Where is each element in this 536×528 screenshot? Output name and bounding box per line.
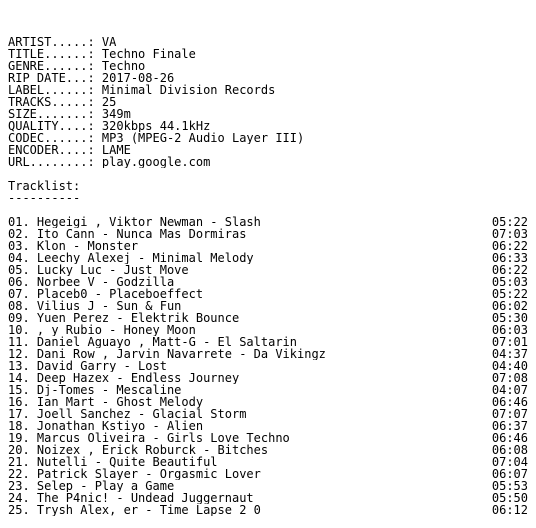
track-duration: 05:22 <box>491 287 528 301</box>
track-duration: 06:37 <box>491 419 528 433</box>
track-number: 03. <box>8 239 37 253</box>
metadata-key: URL........: <box>8 156 102 168</box>
track-title: Joell Sanchez - Glacial Storm <box>36 408 247 420</box>
track-row <box>8 312 528 324</box>
track-number: 05. <box>8 263 37 277</box>
track-number: 07. <box>8 287 37 301</box>
metadata-value: 2017-08-26 <box>101 72 175 84</box>
track-title: Marcus Oliveira - Girls Love Techno <box>36 432 290 444</box>
track-duration: 06:33 <box>491 251 528 265</box>
tracklist-rule: ---------- <box>8 192 81 204</box>
track-title: Leechy Alexej - Minimal Melody <box>36 252 254 264</box>
track-duration: 07:01 <box>491 335 528 349</box>
track-number: 22. <box>8 467 37 481</box>
track-duration: 06:03 <box>491 323 528 337</box>
track-title: Selep - Play a Game <box>36 480 175 492</box>
spacer <box>8 168 528 180</box>
nfo-text <box>8 36 528 516</box>
track-number: 19. <box>8 431 37 445</box>
track-title: Klon - Monster <box>36 240 139 252</box>
track-number: 01. <box>8 215 37 229</box>
track-number: 13. <box>8 359 37 373</box>
track-duration: 06:46 <box>491 431 528 445</box>
track-row <box>8 240 528 252</box>
metadata-row <box>8 156 528 168</box>
track-row <box>8 228 528 240</box>
track-duration: 05:53 <box>491 479 528 493</box>
track-title: Norbee V - Godzilla <box>36 276 175 288</box>
metadata-key: ENCODER....: <box>8 144 102 156</box>
track-title: , y Rubio - Honey Moon <box>36 324 196 336</box>
track-number: 17. <box>8 407 37 421</box>
track-number: 14. <box>8 371 37 385</box>
track-title: Dj-Tomes - Mescaline <box>36 384 182 396</box>
track-row <box>8 492 528 504</box>
track-duration: 06:22 <box>491 239 528 253</box>
track-row <box>8 348 528 360</box>
metadata-row <box>8 144 528 156</box>
track-title: The P4nic! - Undead Juggernaut <box>36 492 254 504</box>
metadata-row <box>8 96 528 108</box>
metadata-row <box>8 48 528 60</box>
track-row <box>8 276 528 288</box>
metadata-value: play.google.com <box>101 156 211 168</box>
metadata-key: QUALITY....: <box>8 120 102 132</box>
track-title: Placeb0 - Placeboeffect <box>36 288 204 300</box>
track-title: Patrick Slayer - Orgasmic Lover <box>36 468 261 480</box>
track-duration: 07:03 <box>491 227 528 241</box>
metadata-value: MP3 (MPEG-2 Audio Layer III) <box>101 132 305 144</box>
track-title: Yuen Perez - Elektrik Bounce <box>36 312 240 324</box>
metadata-value: Minimal Division Records <box>101 84 276 96</box>
metadata-row <box>8 72 528 84</box>
track-duration: 07:04 <box>491 455 528 469</box>
track-duration: 07:07 <box>491 407 528 421</box>
metadata-row <box>8 60 528 72</box>
metadata-key: SIZE.......: <box>8 108 102 120</box>
metadata-key: CODEC......: <box>8 132 102 144</box>
track-duration: 06:02 <box>491 299 528 313</box>
track-title: David Garry - Lost <box>36 360 167 372</box>
track-number: 16. <box>8 395 37 409</box>
track-number: 09. <box>8 311 37 325</box>
track-duration: 06:08 <box>491 443 528 457</box>
track-duration: 06:22 <box>491 263 528 277</box>
track-duration: 04:07 <box>491 383 528 397</box>
track-row <box>8 336 528 348</box>
track-number: 21. <box>8 455 37 469</box>
track-number: 18. <box>8 419 37 433</box>
tracklist <box>8 216 528 516</box>
track-duration: 05:50 <box>491 491 528 505</box>
track-duration: 04:37 <box>491 347 528 361</box>
track-duration: 06:12 <box>491 503 528 517</box>
metadata-key: TRACKS.....: <box>8 96 102 108</box>
metadata-value: 349m <box>101 108 131 120</box>
track-title: Hegeigi , Viktor Newman - Slash <box>36 216 261 228</box>
track-title: Jonathan Kstiyo - Alien <box>36 420 204 432</box>
track-number: 04. <box>8 251 37 265</box>
track-row <box>8 264 528 276</box>
track-title: Ito Cann - Nunca Mas Dormiras <box>36 228 247 240</box>
metadata-key: RIP DATE...: <box>8 72 102 84</box>
track-title: Daniel Aguayo , Matt-G - El Saltarin <box>36 336 297 348</box>
metadata-row <box>8 84 528 96</box>
track-duration: 05:22 <box>491 215 528 229</box>
track-row <box>8 324 528 336</box>
track-number: 20. <box>8 443 37 457</box>
spacer <box>8 204 528 216</box>
track-row <box>8 384 528 396</box>
track-title: Noizex , Erick Roburck - Bitches <box>36 444 269 456</box>
track-title: Vilius J - Sun & Fun <box>36 300 182 312</box>
metadata-value: Techno <box>101 60 146 72</box>
track-title: Ian Mart - Ghost Melody <box>36 396 204 408</box>
metadata-key: GENRE......: <box>8 60 102 72</box>
metadata-row <box>8 108 528 120</box>
track-row <box>8 444 528 456</box>
track-number: 24. <box>8 491 37 505</box>
metadata-key: TITLE......: <box>8 48 102 60</box>
track-row <box>8 408 528 420</box>
track-row <box>8 432 528 444</box>
track-number: 15. <box>8 383 37 397</box>
track-number: 12. <box>8 347 37 361</box>
track-row <box>8 300 528 312</box>
metadata-value: 320kbps 44.1kHz <box>101 120 211 132</box>
track-row <box>8 456 528 468</box>
metadata-value: Techno Finale <box>101 48 196 60</box>
track-title: Nutelli - Quite Beautiful <box>36 456 218 468</box>
track-number: 06. <box>8 275 37 289</box>
metadata-value: VA <box>101 36 117 48</box>
track-duration: 05:03 <box>491 275 528 289</box>
track-row <box>8 468 528 480</box>
track-row <box>8 420 528 432</box>
track-number: 11. <box>8 335 37 349</box>
tracklist-heading: Tracklist: <box>8 180 81 192</box>
metadata-row <box>8 36 528 48</box>
release-metadata <box>8 36 528 168</box>
track-number: 25. <box>8 503 37 517</box>
track-duration: 07:08 <box>491 371 528 385</box>
track-row <box>8 360 528 372</box>
track-row <box>8 372 528 384</box>
track-duration: 04:40 <box>491 359 528 373</box>
track-row <box>8 288 528 300</box>
track-row <box>8 480 528 492</box>
metadata-key: LABEL......: <box>8 84 102 96</box>
track-number: 23. <box>8 479 37 493</box>
track-duration: 06:07 <box>491 467 528 481</box>
track-number: 08. <box>8 299 37 313</box>
track-duration: 05:30 <box>491 311 528 325</box>
track-title: Deep Hazex - Endless Journey <box>36 372 240 384</box>
track-row <box>8 252 528 264</box>
metadata-row <box>8 120 528 132</box>
track-title: Trysh Alex, er - Time Lapse 2 0 <box>36 504 261 516</box>
metadata-value: LAME <box>101 144 131 156</box>
track-duration: 06:46 <box>491 395 528 409</box>
track-row <box>8 216 528 228</box>
track-number: 02. <box>8 227 37 241</box>
metadata-key: ARTIST.....: <box>8 36 102 48</box>
track-title: Lucky Luc - Just Move <box>36 264 189 276</box>
track-row <box>8 396 528 408</box>
metadata-row <box>8 132 528 144</box>
track-title: Dani Row , Jarvin Navarrete - Da Vikingz <box>36 348 326 360</box>
track-number: 10. <box>8 323 37 337</box>
track-row <box>8 504 528 516</box>
metadata-value: 25 <box>101 96 117 108</box>
